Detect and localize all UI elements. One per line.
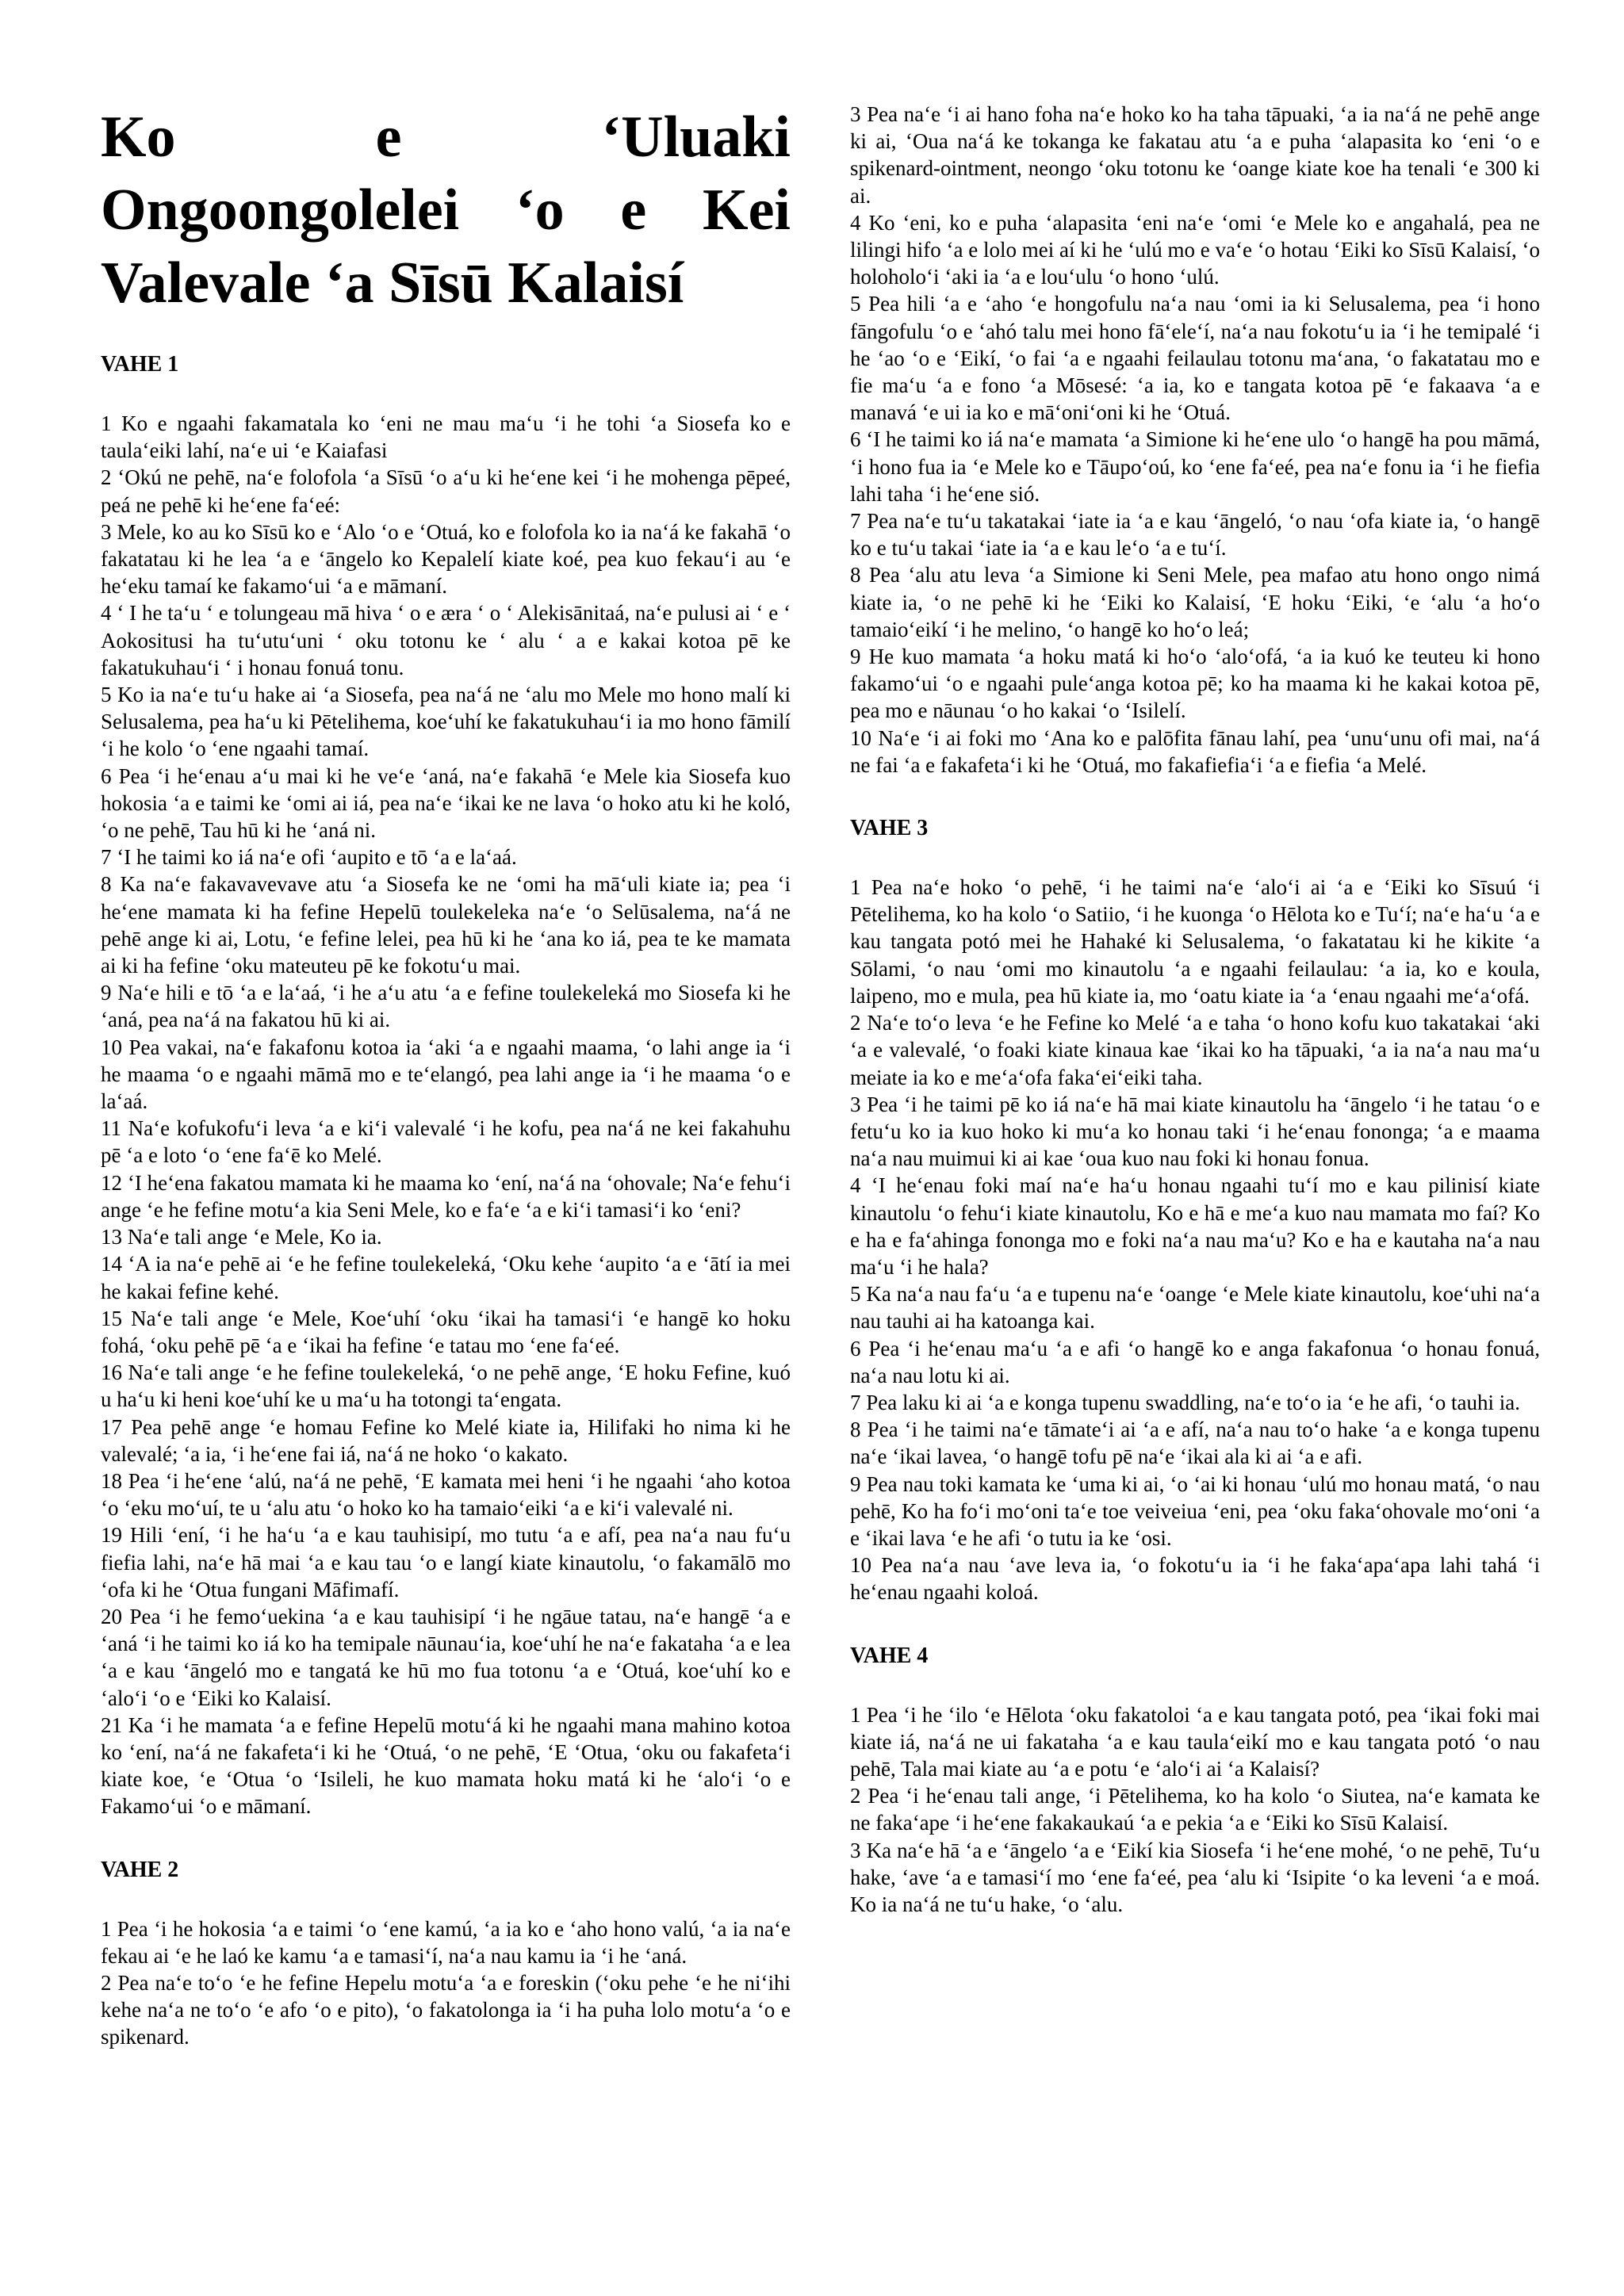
verse: 1 Pea na‘e hoko ‘o pehē, ‘i he taimi na‘e ‘alo‘i ai ‘a e ‘Eiki ko Sīsuú ‘i Pētelihema, ko ha kolo ‘o Satiio, ‘i he kuonga ‘o Hēlota ko e Tu‘í; na‘e ha‘u ‘a e kau tangata potó mei he Hahaké ki Selusalema, ‘o fakatatau ki he kikite ‘a Sōlami, ‘o nau ‘omi mo kinautolu ‘a e ngaahi feilaulau: ‘a ia, ko e koula, laipeno, mo e mula, pea hū kiate ia, mo ‘oatu kiate ia ‘a ‘enau ngaahi me‘a‘ofá. xyxy=(850,875,1540,1008)
chapter-heading: VAHE 3 xyxy=(850,816,929,841)
verse: 12 ‘I he‘ena fakatou mamata ki he maama ko ‘ení, na‘á na ‘ohovale; Na‘e fehu‘i ange ‘e he fefine motu‘a kia Seni Mele, ko e fa‘e ‘a e ki‘i tamasi‘i ko ‘eni? xyxy=(101,1170,791,1222)
verse: 5 Ka na‘a nau fa‘u ‘a e tupenu na‘e ‘oange ‘e Mele kiate kinautolu, koe‘uhi na‘a nau tauhi ai ha katoanga kai. xyxy=(850,1282,1540,1334)
verse: 6 ‘I he taimi ko iá na‘e mamata ‘a Simione ki he‘ene ulo ‘o hangē ha pou māmá, ‘i hono fua ia ‘e Mele ko e Tāupo‘oú, ko ‘ene fa‘eé, pea na‘e fonu ia ‘i he fiefia lahi taha ‘i he‘ene sió. xyxy=(850,427,1540,506)
verse: 15 Na‘e tali ange ‘e Mele, Koe‘uhí ‘oku ‘ikai ha tamasi‘i ‘e hangē ko hoku fohá, ‘oku pehē pē ‘a e ‘ikai ha fefine ‘e tatau mo ‘ene fa‘eé. xyxy=(101,1306,791,1357)
verse: 7 Pea na‘e tu‘u takatakai ‘iate ia ‘a e kau ‘āngeló, ‘o nau ‘ofa kiate ia, ‘o hangē ko e tu‘u takai ‘iate ia ‘a e kau le‘o ‘a e tu‘í. xyxy=(850,509,1540,561)
verse: 7 ‘I he taimi ko iá na‘e ofi ‘aupito e tō ‘a e la‘aá. xyxy=(101,845,517,870)
verse: 3 Ka na‘e hā ‘a e ‘āngelo ‘a e ‘Eikí kia Siosefa ‘i he‘ene mohé, ‘o ne pehē, Tu‘u hake, ‘ave ‘a e tamasi‘í mo ‘ene fa‘eé, pea ‘alu ki ‘Isipite ‘o ka leveni ‘a e moá. Ko ia na‘á ne tu‘u hake, ‘o ‘alu. xyxy=(850,1838,1540,1916)
verse: 19 Hili ‘ení, ‘i he ha‘u ‘a e kau tauhisipí, mo tutu ‘a e afí, pea na‘a nau fu‘u fiefia lahi, na‘e hā mai ‘a e kau tau ‘o e langí kiate kinautolu, ‘o fakamālō mo ‘ofa ki he ‘Otua fungani Māfimafí. xyxy=(101,1523,791,1601)
verse: 3 Pea na‘e ‘i ai hano foha na‘e hoko ko ha taha tāpuaki, ‘a ia na‘á ne pehē ange ki ai, ‘Oua na‘á ke tokanga ke fakatau atu ‘a e puha ‘alapasita ko ‘eni ‘o e spikenard-ointment, neongo ‘oku totonu ke ‘oange kiate koe ha tenali ‘e 300 ki ai. xyxy=(850,102,1540,208)
verse: 2 ‘Okú ne pehē, na‘e folofola ‘a Sīsū ‘o a‘u ki he‘ene kei ‘i he mohenga pēpeé, peá ne pehē ki he‘ene fa‘eé: xyxy=(101,465,791,517)
chapter-heading: VAHE 1 xyxy=(101,352,179,377)
verse: 4 ‘I he‘enau foki maí na‘e ha‘u honau ngaahi tu‘í mo e kau pilinisí kiate kinautolu ‘o fehu‘i kiate kinautolu, Ko e hā e me‘a kuo nau mamata mo faí? Ko e ha e fa‘ahinga fononga mo e foki na‘a nau ma‘u? Ko e ha e kautaha na‘a nau ma‘u ‘i he hala? xyxy=(850,1173,1540,1279)
verse: 9 Na‘e hili e tō ‘a e la‘aá, ‘i he a‘u atu ‘a e fefine toulekeleká mo Siosefa ki he ‘aná, pea na‘á na fakatou hū ki ai. xyxy=(101,981,791,1032)
verse: 4 ‘ I he ta‘u ‘ e tolungeau mā hiva ‘ o e æra ‘ o ‘ Alekisānitaá, na‘e pulusi ai ‘ e ‘ Aokositusi ha tu‘utu‘uni ‘ oku totonu ke ‘ alu ‘ a e kakai kotoa pē ke fakatukuhau‘i ‘ i honau fonuá tonu. xyxy=(101,601,791,679)
document-title: Ko e ‘Uluaki Ongoongolelei ‘o e Kei Valevale ‘a Sīsū Kalaisí xyxy=(101,105,791,316)
verse: 18 Pea ‘i he‘ene ‘alú, na‘á ne pehē, ‘E kamata mei heni ‘i he ngaahi ‘aho kotoa ‘o ‘eku mo‘uí, te u ‘alu atu ‘o hoko ko ha tamaio‘eiki ‘a e ki‘i valevalé ni. xyxy=(101,1468,791,1521)
verse: 21 Ka ‘i he mamata ‘a e fefine Hepelū motu‘á ki he ngaahi mana mahino kotoa ko ‘ení, na‘á ne fakafeta‘i ki he ‘Otuá, ‘o ne pehē, ‘E ‘Otua, ‘oku ou fakafeta‘i kiate koe, ‘e ‘Otua ‘o ‘Isileli, he kuo mamata hoku matá ki he ‘alo‘i ‘o e Fakamo‘ui ‘o e māmaní. xyxy=(101,1712,791,1819)
verse: 10 Pea vakai, na‘e fakafonu kotoa ia ‘aki ‘a e ngaahi maama, ‘o lahi ange ia ‘i he maama ‘o e ngaahi māmā mo e te‘elangó, pea lahi ange ia ‘i he maama ‘o e la‘aá. xyxy=(101,1035,791,1114)
verse: 10 Na‘e ‘i ai foki mo ‘Ana ko e palōfita fānau lahí, pea ‘unu‘unu ofi mai, na‘á ne fai ‘a e fakafeta‘i ki he ‘Otuá, mo fakafiefia‘i ‘a e fiefia ‘a Melé. xyxy=(850,725,1540,777)
verse: 16 Na‘e tali ange ‘e he fefine toulekeleká, ‘o ne pehē ange, ‘E hoku Fefine, kuó u ha‘u ki heni koe‘uhí ke u ma‘u ha totongi ta‘engata. xyxy=(101,1360,791,1412)
verse: 7 Pea laku ki ai ‘a e konga tupenu swaddling, na‘e to‘o ia ‘e he afi, ‘o tauhi ia. xyxy=(850,1390,1520,1414)
verse: 5 Ko ia na‘e tu‘u hake ai ‘a Siosefa, pea na‘á ne ‘alu mo Mele mo hono malí ki Selusalema, pea ha‘u ki Pētelihema, koe‘uhí ke fakatukuhau‘i ia mo hono fāmilí ‘i he kolo ‘o ‘ene ngaahi tamaí. xyxy=(101,683,791,761)
verse: 2 Na‘e to‘o leva ‘e he Fefine ko Melé ‘a e taha ‘o hono kofu kuo takatakai ‘aki ‘a e valevalé, ‘o foaki kiate kinaua kae ‘ikai ko ha tāpuaki, ‘a ia na‘a nau ma‘u meiate ia ko e me‘a‘ofa faka‘ei‘eiki taha. xyxy=(850,1011,1540,1089)
verse: 14 ‘A ia na‘e pehē ai ‘e he fefine toulekeleká, ‘Oku kehe ‘aupito ‘a e ‘ātí ia mei he kakai fefine kehé. xyxy=(101,1252,791,1303)
verse: 1 Pea ‘i he hokosia ‘a e taimi ‘o ‘ene kamú, ‘a ia ko e ‘aho hono valú, ‘a ia na‘e fekau ai ‘e he laó ke kamu ‘a e tamasi‘í, na‘a nau kamu ia ‘i he ‘aná. xyxy=(101,1916,791,1968)
verse: 2 Pea ‘i he‘enau tali ange, ‘i Pētelihema, ko ha kolo ‘o Siutea, na‘e kamata ke ne faka‘ape ‘i he‘ene fakakaukaú ‘a e pekia ‘a e ‘Eiki ko Sīsū Kalaisí. xyxy=(850,1784,1540,1835)
right-column xyxy=(850,101,1540,1918)
verse: 6 Pea ‘i he‘enau ma‘u ‘a e afi ‘o hangē ko e anga fakafonua ‘o honau fonuá, na‘a nau lotu ki ai. xyxy=(850,1336,1540,1387)
left-column xyxy=(101,101,791,2051)
verse: 8 Pea ‘alu atu leva ‘a Simione ki Seni Mele, pea mafao atu hono ongo nimá kiate ia, ‘o ne pehē ki he ‘Eiki ko Kalaisí, ‘E hoku ‘Eiki, ‘e ‘alu ‘a ho‘o tamaio‘eikí ‘i he melino, ‘o hangē ko ho‘o leá; xyxy=(850,563,1540,641)
verse: 1 Pea ‘i he ‘ilo ‘e Hēlota ‘oku fakatoloi ‘a e kau tangata potó, pea ‘ikai foki mai kiate iá, na‘á ne ui fakataha ‘a e kau taula‘eikí mo e kau tangata potó ‘o nau pehē, Tala mai kiate au ‘a e potu ‘e ‘alo‘i ai ‘a Kalaisí? xyxy=(850,1702,1540,1781)
verse: 8 Pea ‘i he taimi na‘e tāmate‘i ai ‘a e afí, na‘a nau to‘o hake ‘a e konga tupenu na‘e ‘ikai lavea, ‘o hangē tofu pē na‘e ‘ikai ala ki ai ‘a e afi. xyxy=(850,1418,1540,1469)
verse: 4 Ko ‘eni, ko e puha ‘alapasita ‘eni na‘e ‘omi ‘e Mele ko e angahalá, pea ne lilingi hifo ‘a e lolo mei aí ki he ‘ulú mo e va‘e ‘o hotau ‘Eiki ko Sīsū Kalaisí, ‘o holoholo‘i ‘aki ia ‘a e lou‘ulu ‘o hono ‘ulú. xyxy=(850,210,1540,289)
verse: 10 Pea na‘a nau ‘ave leva ia, ‘o fokotu‘u ia ‘i he faka‘apa‘apa lahi tahá ‘i he‘enau ngaahi koloá. xyxy=(850,1553,1540,1605)
verse: 3 Pea ‘i he taimi pē ko iá na‘e hā mai kiate kinautolu ha ‘āngelo ‘i he tatau ‘o e fetu‘u ko ia kuo hoko ki mu‘a ko honau taki ‘i he‘enau fononga; ‘a e maama na‘a nau muimui ki ai kae ‘oua kuo nau foki ki honau fonua. xyxy=(850,1092,1540,1171)
verse: 17 Pea pehē ange ‘e homau Fefine ko Melé kiate ia, Hilifaki ho nima ki he valevalé; ‘a ia, ‘i he‘ene fai iá, na‘á ne hoko ‘o kakato. xyxy=(101,1414,791,1466)
verse: 9 He kuo mamata ‘a hoku matá ki ho‘o ‘alo‘ofá, ‘a ia kuó ke teuteu ki hono fakamo‘ui ‘o e ngaahi pule‘anga kotoa pē; ko ha maama ki he kakai kotoa pē, pea mo e nāunau ‘o ho kakai ‘o ‘Isilelí. xyxy=(850,645,1540,723)
chapter-heading: VAHE 4 xyxy=(850,1643,929,1668)
verse: 13 Na‘e tali ange ‘e Mele, Ko ia. xyxy=(101,1225,382,1249)
verse: 11 Na‘e kofukofu‘i leva ‘a e ki‘i valevalé ‘i he kofu, pea na‘á ne kei fakahuhu pē ‘a e loto ‘o ‘ene fa‘ē ko Melé. xyxy=(101,1116,791,1168)
verse: 8 Ka na‘e fakavavevave atu ‘a Siosefa ke ne ‘omi ha mā‘uli kiate ia; pea ‘i he‘ene mamata ki ha fefine Hepelū toulekeleka na‘e ‘o Selūsalema, na‘á ne pehē ange ki ai, Lotu, ‘e fefine lelei, pea hū ki he ‘ana ko iá, pea te ke mamata ai ki ha fefine ‘oku mateuteu pē ke fokotu‘u mai. xyxy=(101,872,791,978)
chapter-heading: VAHE 2 xyxy=(101,1857,179,1882)
verse: 20 Pea ‘i he femo‘uekina ‘a e kau tauhisipí ‘i he ngāue tatau, na‘e hangē ‘a e ‘aná ‘i he taimi ko iá ko ha temipale nāunau‘ia, koe‘uhí he na‘e fakataha ‘a e lea ‘a e kau ‘āngeló mo e tangatá ke hū mo fua totonu ‘a e ‘Otuá, koe‘uhí ko e ‘alo‘i ‘o e ‘Eiki ko Kalaisí. xyxy=(101,1604,791,1710)
verse: 5 Pea hili ‘a e ‘aho ‘e hongofulu na‘a nau ‘omi ia ki Selusalema, pea ‘i hono fāngofulu ‘o e ‘ahó talu mei hono fā‘ele‘í, na‘a nau fokotu‘u ia ‘i he temipalé ‘i he ‘ao ‘o e ‘Eikí, ‘o fai ‘a e ngaahi feilaulau totonu ma‘ana, ‘o fakatatau mo e fie ma‘u ‘a e fono ‘a Mōsesé: ‘a ia, ko e tangata kotoa pē ‘e fakaava ‘a e manavá ‘e ui ia ko e mā‘oni‘oni ki he ‘Otuá. xyxy=(850,292,1540,425)
verse: 9 Pea nau toki kamata ke ‘uma ki ai, ‘o ‘ai ki honau ‘ulú mo honau matá, ‘o nau pehē, Ko ha fo‘i mo‘oni ta‘e toe veiveiua ‘eni, pea ‘oku faka‘ohovale mo‘oni ‘a e ‘ikai lava ‘e he afi ‘o tutu ia ke ‘osi. xyxy=(850,1471,1540,1550)
verse: 1 Ko e ngaahi fakamatala ko ‘eni ne mau ma‘u ‘i he tohi ‘a Siosefa ko e taula‘eiki lahí, na‘e ui ‘e Kaiafasi xyxy=(101,411,791,463)
verse: 2 Pea na‘e to‘o ‘e he fefine Hepelu motu‘a ‘a e foreskin (‘oku pehe ‘e he ni‘ihi kehe na‘a ne to‘o ‘e afo ‘o e pito), ‘o fakatolonga ia ‘i ha puha lolo motu‘a ‘o e spikenard. xyxy=(101,1970,791,2049)
verse: 6 Pea ‘i he‘enau a‘u mai ki he ve‘e ‘aná, na‘e fakahā ‘e Mele kia Siosefa kuo hokosia ‘a e taimi ke ‘omi ai iá, pea na‘e ‘ikai ke ne lava ‘o hoko atu ki he koló, ‘o ne pehē, Tau hū ki he ‘aná ni. xyxy=(101,763,791,843)
verse: 3 Mele, ko au ko Sīsū ko e ‘Alo ‘o e ‘Otuá, ko e folofola ko ia na‘á ke fakahā ‘o fakatatau ki he lea ‘a e ‘āngelo ko Kepalelí kiate koé, pea kuo fekau‘i au ‘e he‘eku tamaí ke fakamo‘ui ‘a e māmaní. xyxy=(101,519,791,599)
